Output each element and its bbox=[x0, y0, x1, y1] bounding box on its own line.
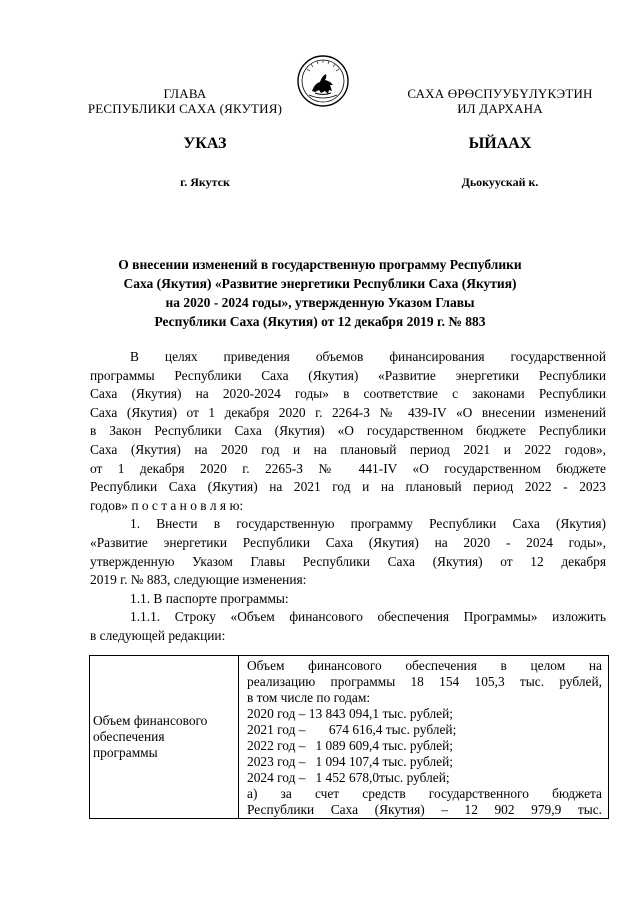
title-line-1: О внесении изменений в государственную программу Республики bbox=[118, 257, 522, 272]
coat-of-arms-emblem bbox=[297, 55, 349, 107]
header-left bbox=[70, 86, 300, 116]
table-label-line: программы bbox=[93, 745, 158, 760]
preamble-line: Саха (Якутия) на 2020-2024 годы» в соответствие с законами Республики bbox=[90, 386, 606, 402]
header-right-line1: САХА ӨРӨСПУУБҮЛҮКЭТИН bbox=[407, 86, 593, 101]
preamble-line: Республики Саха (Якутия) на 2021 год и на плановый период 2022 - 2023 bbox=[90, 479, 606, 495]
city-left: г. Якутск bbox=[180, 175, 230, 189]
preamble-paragraph bbox=[90, 348, 606, 646]
table-value-line: 2021 год – 674 616,4 тыс. рублей; bbox=[247, 722, 457, 737]
item1-1-1-line: в следующей редакции: bbox=[90, 627, 226, 643]
table-cell-value bbox=[239, 656, 609, 819]
header-right-line2: ИЛ ДАРХАНА bbox=[457, 101, 543, 116]
table-row bbox=[90, 656, 609, 819]
table-value-line: 2020 год – 13 843 094,1 тыс. рублей; bbox=[247, 706, 453, 721]
item1-line: утвержденную Указом Главы Республики Саха (Якутия) от 12 декабря bbox=[90, 553, 606, 569]
table-label-line: обеспечения bbox=[93, 729, 165, 744]
title-line-2: Саха (Якутия) «Развитие энергетики Республики Саха (Якутия) bbox=[123, 276, 517, 291]
table-value-line: 2022 год – 1 089 609,4 тыс. рублей; bbox=[247, 738, 453, 753]
item1-line: «Развитие энергетики Республики Саха (Якутия) на 2020 - 2024 годы», bbox=[90, 534, 606, 550]
table-value-line: 2023 год – 1 094 107,4 тыс. рублей; bbox=[247, 754, 453, 769]
preamble-line: Саха (Якутия) на 2020 год и на плановый период 2021 и 2022 годов», bbox=[90, 441, 606, 457]
item1-1-1-line: 1.1.1. Строку «Объем финансового обеспечения Программы» изложить bbox=[130, 609, 606, 625]
title-line-3: на 2020 - 2024 годы», утвержденную Указом Главы bbox=[165, 295, 475, 310]
doc-type-left: УКАЗ bbox=[183, 135, 227, 152]
header-left-line2: РЕСПУБЛИКИ САХА (ЯКУТИЯ) bbox=[87, 101, 283, 116]
table-value-line: в том числе по годам: bbox=[247, 690, 371, 705]
header-right bbox=[380, 86, 620, 116]
table-value-line: Объем финансового обеспечения в целом на bbox=[247, 658, 602, 673]
title-line-4: Республики Саха (Якутия) от 12 декабря 2019 г. № 883 bbox=[154, 314, 486, 329]
preamble-line: Саха (Якутия) от 1 декабря 2020 г. 2264-З № 439-IV «О внесении изменений bbox=[90, 404, 606, 420]
city-right: Дьокуускай к. bbox=[461, 175, 539, 189]
header-left-line1: ГЛАВА bbox=[163, 86, 207, 101]
preamble-line: годов» п о с т а н о в л я ю: bbox=[90, 497, 244, 513]
table-cell-label bbox=[90, 656, 239, 819]
item1-line: 1. Внести в государственную программу Республики Саха (Якутия) bbox=[130, 516, 606, 532]
preamble-line: программы Республики Саха (Якутия) «Развитие энергетики Республики bbox=[90, 367, 606, 383]
preamble-line: В целях приведения объемов финансирования государственной bbox=[130, 349, 606, 364]
item1-1-line: 1.1. В паспорте программы: bbox=[130, 590, 289, 606]
table-value-line: реализацию программы 18 154 105,3 тыс. рублей, bbox=[247, 674, 602, 689]
item1-line: 2019 г. № 883, следующие изменения: bbox=[90, 572, 307, 588]
table-label-line: Объем финансового bbox=[93, 713, 208, 728]
preamble-line: в Закон Республики Саха (Якутия) «О государственном бюджете Республики bbox=[90, 423, 606, 439]
doc-type-right: ЫЙААХ bbox=[468, 135, 532, 152]
preamble-line: от 1 декабря 2020 г. 2265-З № 441-IV «О государственном бюджете bbox=[90, 460, 606, 476]
table-value-line: 2024 год – 1 452 678,0тыс. рублей; bbox=[247, 770, 450, 785]
table-value-line: Республики Саха (Якутия) – 12 902 979,9 тыс. bbox=[247, 802, 602, 817]
financing-table bbox=[89, 655, 609, 819]
table-value-line: а) за счет средств государственного бюджета bbox=[247, 786, 602, 801]
